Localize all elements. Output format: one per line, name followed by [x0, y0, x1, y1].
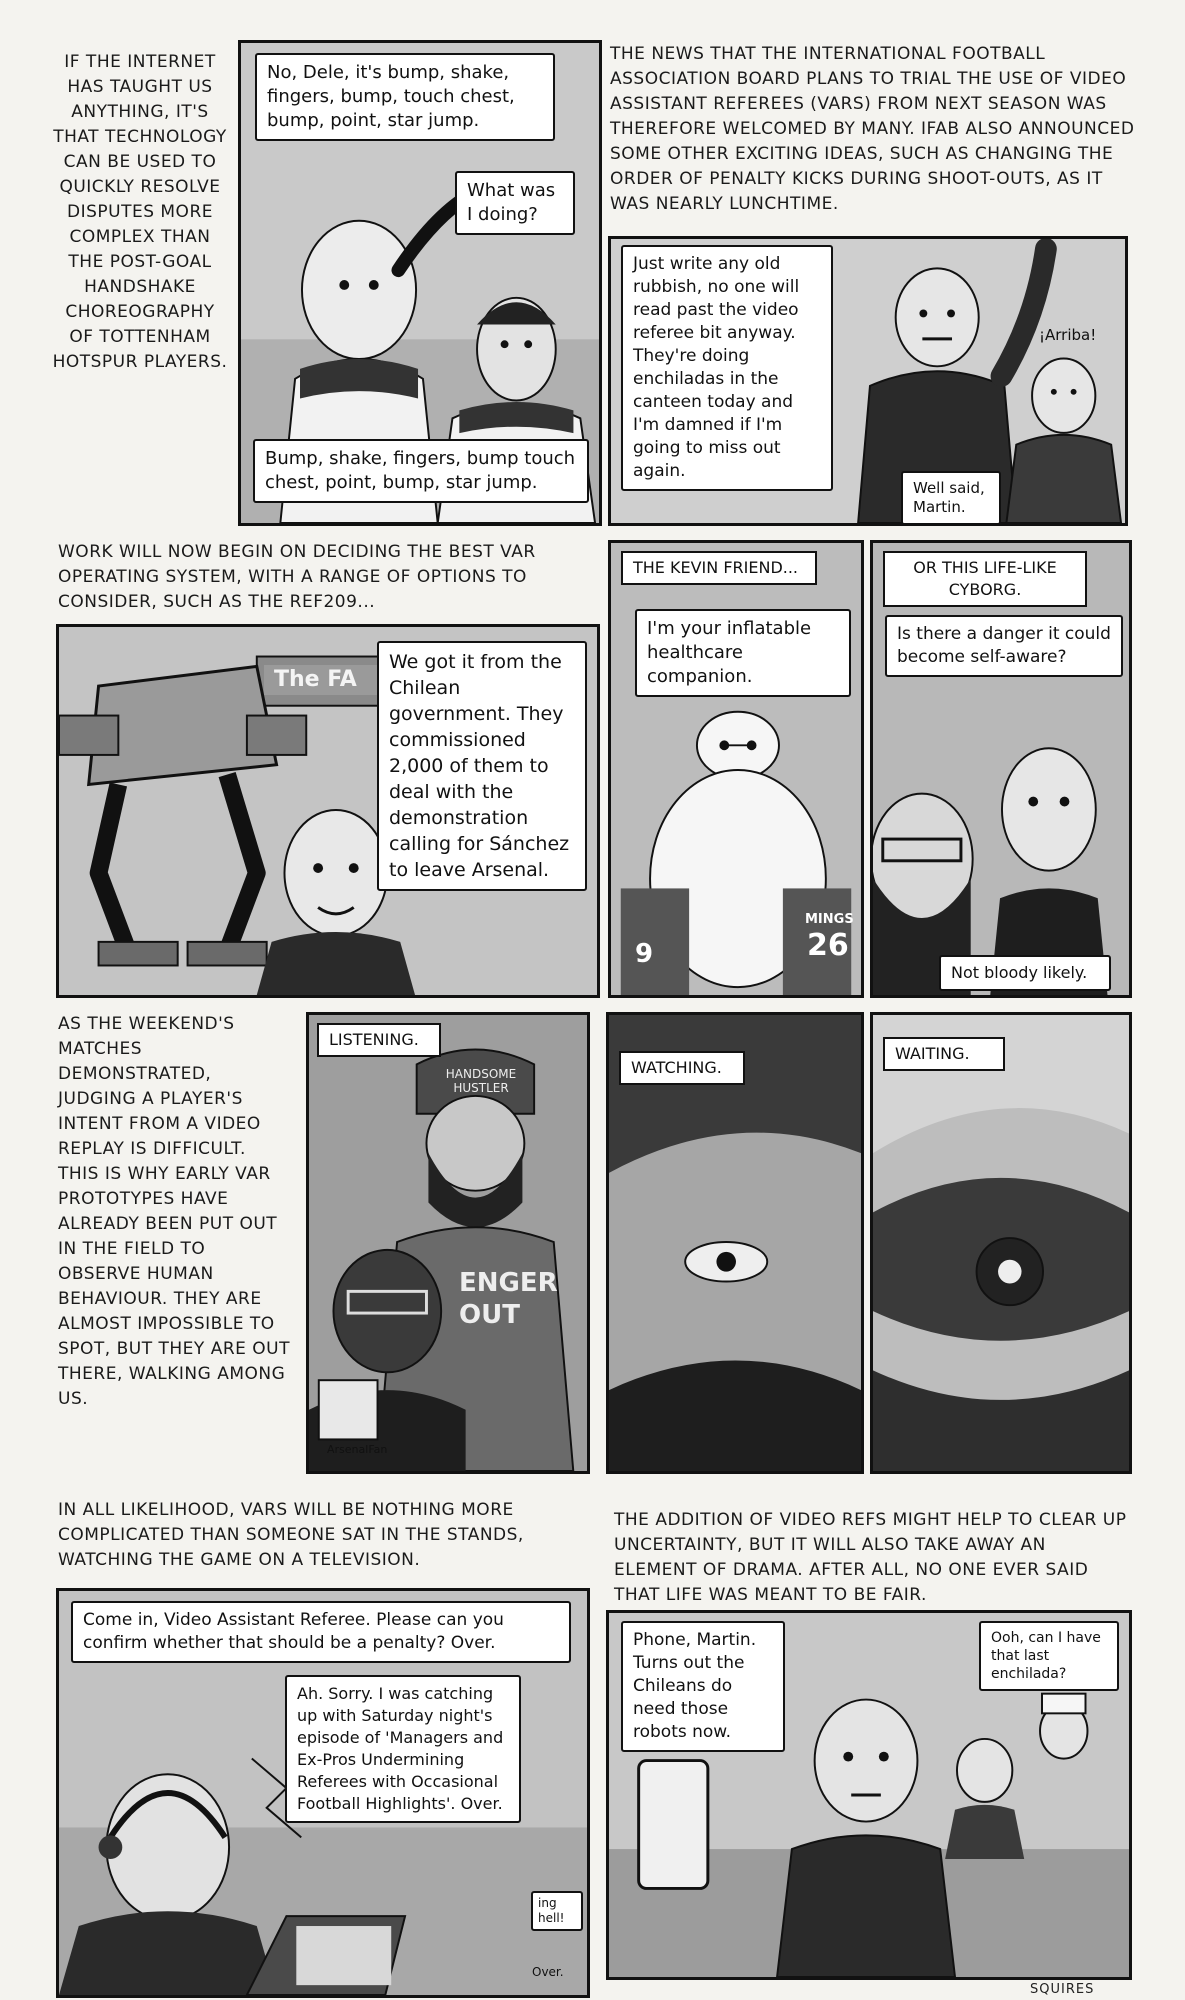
weekend-caption: AS THE WEEKEND'S MATCHES DEMONSTRATED, JUDGING A PLAYER'S INTENT FROM A VIDEO REPLAY IS DIFFICULT. THIS IS WHY EARLY VAR PROTOTYPES HAVE ALREADY BEEN PUT OUT IN THE FIELD TO OBSERVE HUMAN BEHAVIOUR. THEY ARE ALMOST IMPOSSIBLE TO SPOT, BUT THEY ARE OUT THERE, WALKING AMONG US. — [58, 1014, 290, 1409]
waiting-panel — [870, 1012, 1132, 1474]
likelihood-caption: IN ALL LIKELIHOOD, VARS WILL BE NOTHING MORE COMPLICATED THAN SOMEONE SAT IN THE STANDS, WATCHING THE GAME ON A TELEVISION. — [58, 1500, 524, 1570]
intro-caption: IF THE INTERNET HAS TAUGHT US ANYTHING, IT'S THAT TECHNOLOGY CAN BE USED TO QUICKLY RESOLVE DISPUTES MORE COMPLEX THAN THE POST-GOAL HANDSHAKE CHOREOGRAPHY OF TOTTENHAM HOTSPUR PLAYERS. — [52, 52, 228, 372]
dele-instruction-balloon: No, Dele, it's bump, shake, fingers, bump, touch chest, bump, point, star jump. — [255, 53, 555, 141]
self-aware-balloon: Is there a danger it could become self-aware? — [885, 615, 1123, 677]
spurs-handshake-panel — [238, 40, 602, 526]
tv-episode-reply-balloon: Ah. Sorry. I was catching up with Saturday night's episode of 'Managers and Ex-Pros Undermining Referees with Occasional Football Highlights'. Over. — [285, 1675, 521, 1823]
phone-martin-panel — [606, 1610, 1132, 1980]
work-caption: WORK WILL NOW BEGIN ON DECIDING THE BEST VAR OPERATING SYSTEM, WITH A RANGE OF OPTIONS TO CONSIDER, SUCH AS THE REF209... — [58, 542, 536, 612]
shirt-number-right: 26 — [807, 928, 849, 963]
last-enchilada-balloon: Ooh, can I have that last enchilada? — [979, 1621, 1119, 1691]
watching-caption: WATCHING. — [619, 1051, 745, 1085]
what-was-i-doing-balloon: What was I doing? — [455, 171, 575, 235]
cyborg-referee-art — [873, 543, 1129, 995]
cyborg-panel — [870, 540, 1132, 998]
news-caption: THE NEWS THAT THE INTERNATIONAL FOOTBALL ASSOCIATION BOARD PLANS TO TRIAL THE USE OF VIDEO ASSISTANT REFEREES (VARS) FROM NEXT SEASON WAS THEREFORE WELCOMED BY MANY. IFAB ALSO ANNOUNCED SOME OTHER EXCITING IDEAS, SUCH AS CHANGING THE ORDER OF PENALTY KICKS DURING SHOOT-OUTS, AS IT WAS NEARLY LUNCHTIME. — [610, 44, 1135, 214]
kevin-friend-caption: THE KEVIN FRIEND... — [621, 551, 817, 585]
drama-caption: THE ADDITION OF VIDEO REFS MIGHT HELP TO CLEAR UP UNCERTAINTY, BUT IT WILL ALSO TAKE AWAY AN ELEMENT OF DRAMA. AFTER ALL, NO ONE EVER SAID THAT LIFE WAS MEANT TO BE FAIR. — [614, 1510, 1127, 1605]
cyborg-caption: OR THIS LIFE-LIKE CYBORG. — [883, 551, 1087, 607]
shirt-name-mings: MINGS — [805, 912, 854, 927]
shirt-number-left: 9 — [635, 939, 654, 969]
wenger-out-shirt-text: ENGER OUT — [459, 1268, 558, 1330]
arriba-balloon: ¡Arriba! — [1039, 326, 1097, 344]
arsenal-fan-mic-text: ArsenalFan — [327, 1443, 388, 1456]
radio-call-balloon: Come in, Video Assistant Referee. Please can you confirm whether that should be a penalty? Over. — [71, 1601, 571, 1663]
watching-panel — [606, 1012, 864, 1474]
handsome-hustler-cap-text: HANDSOME HUSTLER — [445, 1067, 517, 1095]
handshake-reply-balloon: Bump, shake, fingers, bump touch chest, point, bump, star jump. — [253, 439, 589, 503]
artist-signature: SQUIRES — [1030, 1982, 1095, 1997]
listening-panel — [306, 1012, 590, 1474]
waiting-eye-closeup-art — [873, 1015, 1129, 1471]
healthcare-companion-balloon: I'm your inflatable healthcare companion. — [635, 609, 851, 697]
chilean-government-balloon: We got it from the Chilean government. They commissioned 2,000 of them to deal with the demonstration calling for Sánchez to leave Arsenal. — [377, 641, 587, 891]
ifab-meeting-panel — [608, 236, 1128, 526]
waiting-caption: WAITING. — [883, 1037, 1005, 1071]
tv-referee-panel — [56, 1588, 590, 1998]
martin-speech-balloon: Just write any old rubbish, no one will read past the video referee bit anyway. They're doing enchiladas in the canteen today and I'm damned if I'm going to miss out again. — [621, 245, 833, 491]
ing-hell-balloon: ing hell! — [531, 1891, 583, 1931]
robots-needed-balloon: Phone, Martin. Turns out the Chileans do need those robots now. — [621, 1621, 785, 1752]
robot-panel — [56, 624, 600, 998]
well-said-balloon: Well said, Martin. — [901, 471, 1001, 525]
over-small-balloon: Over. — [532, 1965, 564, 1979]
listening-caption: LISTENING. — [317, 1023, 441, 1057]
not-bloody-likely-balloon: Not bloody likely. — [939, 955, 1111, 991]
fa-sign: The FA — [264, 665, 414, 695]
kevin-friend-panel — [608, 540, 864, 998]
